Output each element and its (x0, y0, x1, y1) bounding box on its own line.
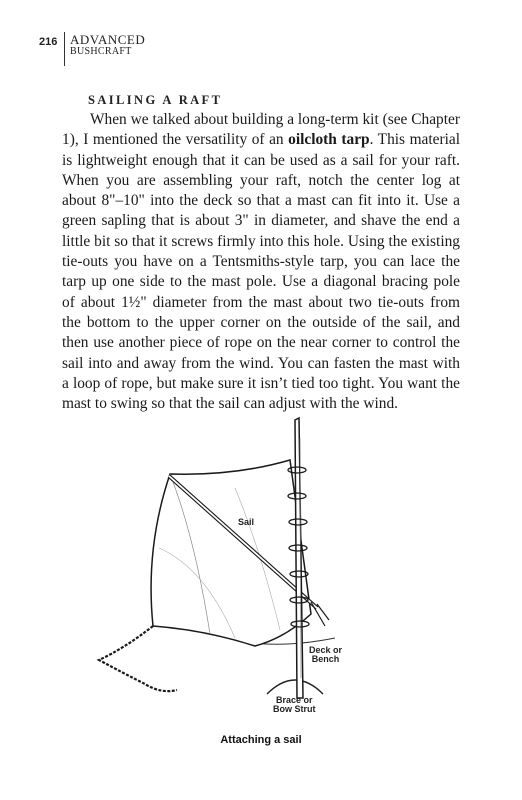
paragraph-line: of about 1½" diameter from the mast about two tie-outs from (62, 293, 460, 311)
paragraph-line: mast to swing so that the sail can adjust with the wind. (62, 395, 398, 413)
paragraph-line: the bottom to the upper corner on the outside of the sail, and (62, 313, 460, 331)
paragraph-line: a loop of rope, but make sure it isn’t tied too tight. You want the (62, 374, 460, 392)
label-brace-line1: Brace or (275, 695, 313, 705)
header-divider (64, 32, 65, 66)
body-paragraph (62, 110, 460, 414)
label-deck (309, 646, 342, 664)
paragraph-line-text: . This material (369, 131, 460, 149)
paragraph-line: tie-outs you have on a Tentsmiths-style tarp, you can lace the (62, 253, 460, 271)
label-sail: Sail (238, 517, 255, 527)
page-number: 216 (39, 36, 58, 48)
label-brace-line2: Bow Strut (273, 704, 316, 714)
running-title (70, 33, 145, 57)
label-deck-line1: Deck or (309, 645, 343, 655)
paragraph-line: about 8"–10" into the deck so that a mast can fit into it. Use a (62, 192, 460, 210)
paragraph-line: sail into and away from the wind. You can fasten the mast with (62, 354, 460, 372)
paragraph-line: is lightweight enough that it can be used as a sail for your raft. (62, 151, 460, 169)
sail-drawing (85, 398, 425, 718)
control-rope (99, 626, 177, 691)
brace-arc (267, 680, 323, 694)
paragraph-line: then use another piece of rope on the near corner to control the (62, 334, 460, 352)
running-title-line1: ADVANCED (70, 32, 146, 47)
label-brace (273, 696, 316, 714)
paragraph-line: tarp up one side to the mast pole. Use a diagonal bracing pole (62, 273, 460, 291)
paragraph-line: When we talked about building a long-term kit (see Chapter (90, 111, 460, 128)
brace-fork (311, 602, 329, 626)
sail-illustration (85, 398, 425, 718)
label-deck-line2: Bench (311, 654, 340, 664)
paragraph-line: little bit so that it screws firmly into this hole. Using the existing (62, 232, 460, 250)
figure-caption: Attaching a sail (220, 734, 302, 746)
paragraph-line: green sapling that is about 3" in diameter, and shave the end a (62, 212, 460, 230)
paragraph-line-text: 1), I mentioned the versatility of an (62, 131, 289, 149)
running-title-line2: BUSHCRAFT (70, 46, 132, 57)
bold-term: oilcloth tarp (288, 131, 370, 149)
paragraph-line: When you are assembling your raft, notch the center log at (62, 171, 460, 189)
paragraph-line (62, 130, 460, 150)
section-heading: SAILING A RAFT (88, 93, 223, 107)
